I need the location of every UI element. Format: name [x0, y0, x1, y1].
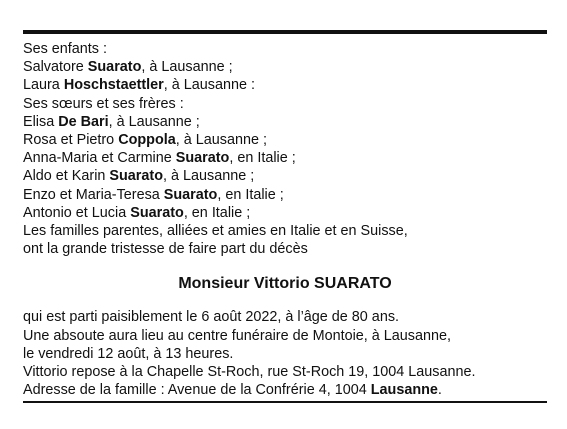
notice-line: Enzo et Maria-Teresa Suarato, en Italie ;: [23, 186, 284, 203]
notice-line: Anna-Maria et Carmine Suarato, en Italie ;: [23, 150, 296, 167]
notice-line: Les familles parentes, alliées et amies en Italie et en Suisse,: [23, 223, 408, 240]
notice-line: Vittorio repose à la Chapelle St-Roch, rue St-Roch 19, 1004 Lausanne.: [23, 364, 476, 381]
notice-line: Ses enfants :: [23, 41, 107, 57]
notice-line: Antonio et Lucia Suarato, en Italie ;: [23, 204, 251, 221]
notice-line: Une absoute aura lieu au centre funéraire de Montoie, à Lausanne,: [23, 327, 452, 344]
notice-line: Adresse de la famille : Avenue de la Confrérie 4, 1004 Lausanne.: [23, 382, 442, 399]
notice-line: qui est parti paisiblement le 6 août 2022, à l’âge de 80 ans.: [23, 309, 400, 326]
notice-line: Elisa De Bari, à Lausanne ;: [23, 113, 200, 130]
notice-line: Salvatore Suarato, à Lausanne ;: [23, 59, 233, 76]
details: [23, 308, 547, 399]
top-rule: [23, 30, 547, 34]
family-list: [23, 40, 547, 258]
notice-line: ont la grande tristesse de faire part du décès: [23, 241, 308, 258]
death-notice: [23, 30, 547, 403]
notice-line: Laura Hoschstaettler, à Lausanne :: [23, 77, 255, 94]
notice-line: Rosa et Pietro Coppola, à Lausanne ;: [23, 132, 267, 149]
bottom-rule: [23, 401, 547, 403]
notice-line: Aldo et Karin Suarato, à Lausanne ;: [23, 168, 255, 185]
notice-line: le vendredi 12 août, à 13 heures.: [23, 345, 234, 362]
notice-line: Ses sœurs et ses frères :: [23, 95, 184, 112]
deceased-name: Monsieur Vittorio SUARATO: [178, 275, 392, 293]
